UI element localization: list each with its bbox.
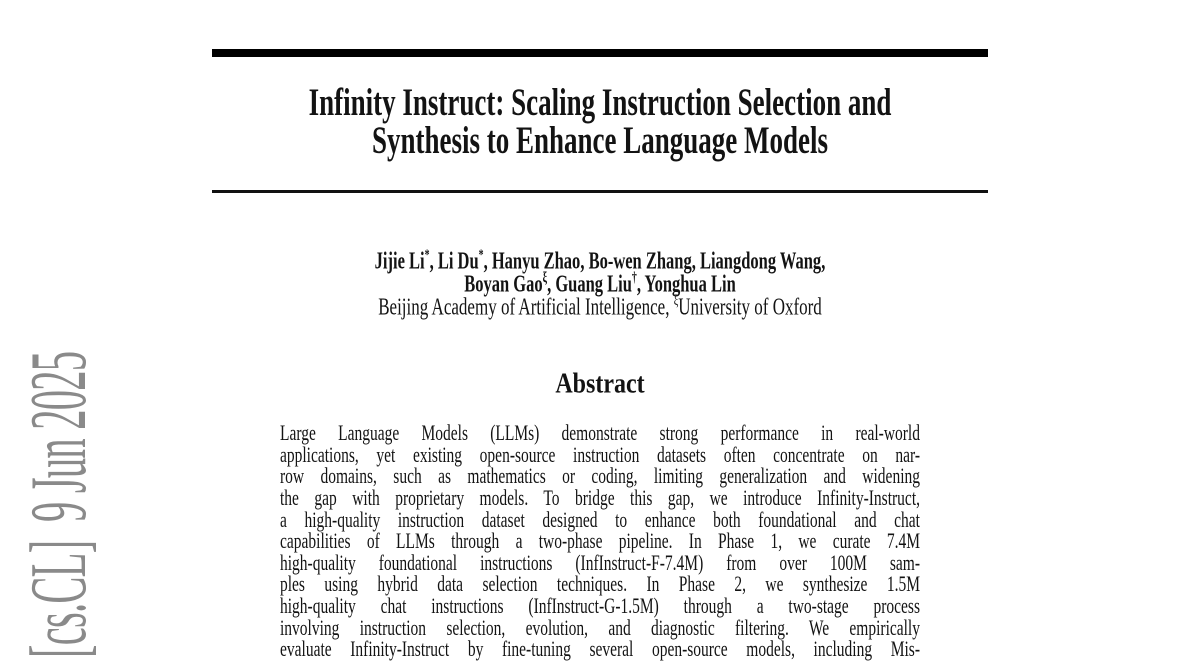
author-sep: , (580, 246, 589, 275)
abstract-line: ples using hybrid data selection techniques. In Phase 2, we synthesize 1.5M (280, 572, 920, 598)
author-sup: * (478, 247, 484, 264)
abstract-text (280, 423, 920, 661)
affiliation-line (212, 290, 988, 323)
author-sep: , (429, 246, 438, 275)
title-line-2: Synthesis to Enhance Language Models (371, 118, 829, 162)
author-name: Guang Liu (555, 269, 632, 298)
author-sup: * (424, 247, 430, 264)
abstract-line: a high-quality instruction dataset designed to enhance both foundational and chat (280, 507, 920, 533)
author-name: Yonghua Lin (644, 269, 736, 298)
abstract-line: capabilities of LLMs through a two-phase pipeline. In Phase 1, we curate 7.4M (280, 529, 920, 554)
author-name: Bo-wen Zhang (588, 246, 692, 275)
author-name: Boyan Gao (464, 269, 543, 298)
title-rule-bottom (212, 190, 988, 193)
paper-page: [cs.CL] 9 Jun 2025 Infinity Instruct: Scaling Instruction Selection and Synthesis to Enhance Language Models Jijie Li*, Li Du*, Hanyu Zhao, Bo-wen Zhang, Liangdong Wang, Boyan Gao$^\xi$, Guang Liu†, Yonghua Lin Beijing Academy of Artificial Intelligence, $^\xi$University of Oxford Abstract Large Language Models (LLMs) demonstrate strong performance in real-world applications, yet existing open-source instruction datasets often concentrate on nar- row domains, such as mathematics or coding, limiting generalization and widening the gap with proprietary models. To bridge this gap, we introduce Infinity-Instruct, a high-quality instruction dataset designed to enhance both foundational and chat capabilities of LLMs through a two-phase pipeline. In Phase 1, we curate 7.4M high-quality foundational instructions (InfInstruct-F-7.4M) from over 100M sam- ples using hybrid data selection techniques. In Phase 2, we synthesize 1.5M high-quality chat instructions (InfInstruct-G-1.5M) through a two-stage process involving instruction selection, evolution, and diagnostic filtering. We empirically evaluate Infinity-Instruct by fine-tuning several open-source models, including Mis- (0, 0, 1200, 648)
abstract-line: evaluate Infinity-Instruct by fine-tuning several open-source models, including Mis- (280, 637, 920, 663)
affiliation-text: Beijing Academy of Artificial Intelligence, (378, 292, 674, 321)
author-name: Jijie Li (374, 246, 425, 275)
affiliation-sup: ξ (673, 293, 679, 310)
author-sep: , (547, 269, 556, 298)
author-name: Li Du (437, 246, 479, 275)
author-sup: ξ (542, 270, 548, 287)
abstract-line: high-quality foundational instructions (InfInstruct-F-7.4M) from over 100M sam- (280, 550, 920, 576)
title-rule-top (212, 49, 988, 57)
affiliation-text: University of Oxford (678, 292, 822, 321)
abstract-line: row domains, such as mathematics or coding, limiting generalization and widening (280, 464, 920, 489)
author-name: Liangdong Wang (699, 246, 822, 275)
author-sep: , (483, 246, 492, 275)
title-line-1: Infinity Instruct: Scaling Instruction Selection and (308, 80, 892, 124)
paper-title (212, 80, 988, 162)
abstract-line: applications, yet existing open-source instruction datasets often concentrate on nar- (280, 442, 920, 468)
author-sup: † (631, 270, 637, 287)
abstract-line: involving instruction selection, evolution, and diagnostic filtering. We empirically (280, 615, 920, 641)
author-block (212, 246, 988, 321)
abstract-line: Large Language Models (LLMs) demonstrate strong performance in real-world (280, 421, 920, 446)
abstract-heading: Abstract (555, 368, 645, 400)
author-sep: , (691, 246, 700, 275)
author-sep: , (636, 269, 645, 298)
author-name: Hanyu Zhao (491, 246, 581, 275)
abstract-line: the gap with proprietary models. To bridge this gap, we introduce Infinity-Instruct, (280, 485, 920, 511)
abstract-line: high-quality chat instructions (InfInstruct-G-1.5M) through a two-stage process (280, 594, 920, 619)
author-sep: , (821, 246, 826, 275)
